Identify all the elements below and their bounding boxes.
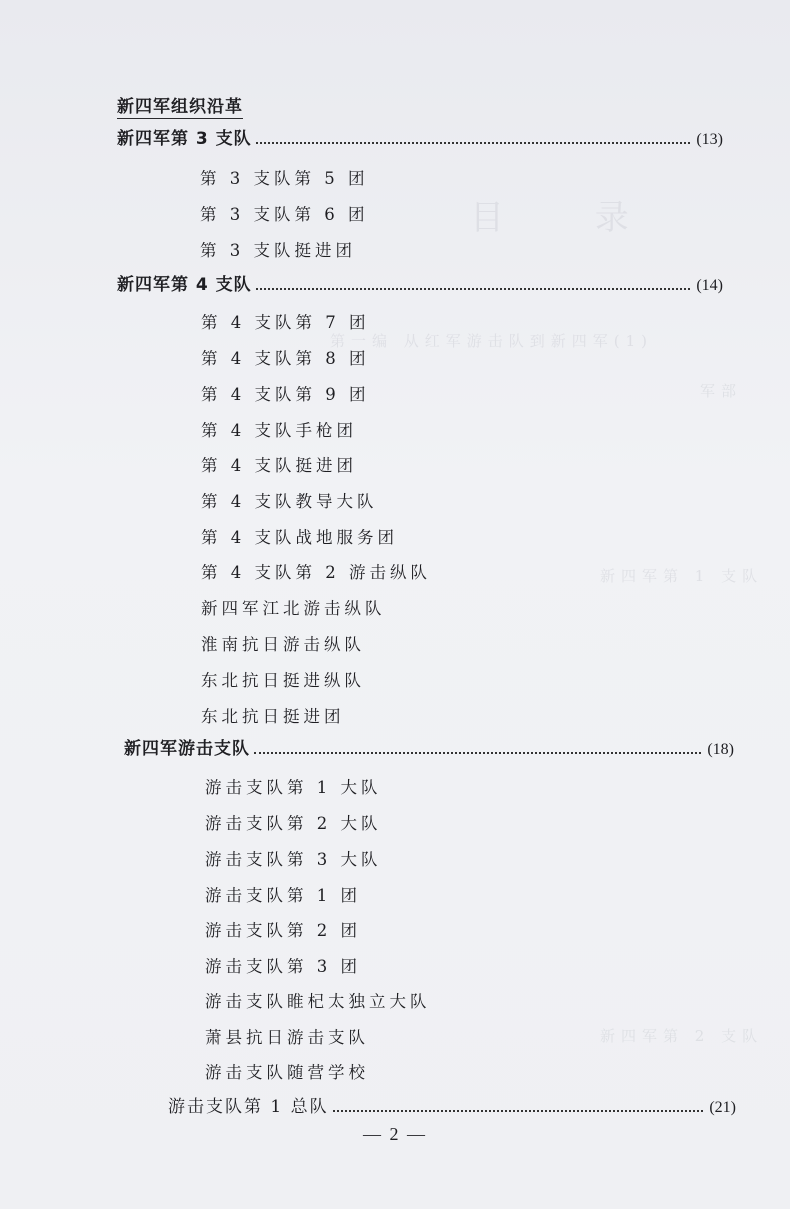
show-through-heading: 目 录 [470, 198, 669, 238]
toc-entry-4th-detachment[interactable] [117, 270, 723, 295]
sub-entry: 第 4 支队第 9 团 [201, 385, 370, 404]
toc-entry-title: 新四军第 4 支队 [117, 275, 252, 295]
leader-dots [256, 142, 691, 144]
sub-entry: 新四军江北游击纵队 [201, 599, 386, 618]
sub-entry: 东北抗日挺进团 [201, 707, 345, 726]
toc-entry-title: 新四军游击支队 [124, 739, 250, 759]
sub-entry: 第 4 支队手枪团 [201, 421, 357, 440]
sub-entry: 游击支队第 1 大队 [205, 778, 382, 797]
page-number: (21) [709, 1099, 736, 1116]
sub-entry: 第 3 支队第 5 团 [200, 169, 369, 188]
section-title: 新四军组织沿革 [117, 92, 243, 119]
sub-entry: 第 4 支队教导大队 [201, 492, 378, 511]
sub-entry: 游击支队随营学校 [205, 1063, 369, 1082]
show-through-line: 第一编 从红军游击队到新四军(1) [330, 332, 654, 350]
sub-entry: 第 4 支队挺进团 [201, 456, 357, 475]
sub-entry: 游击支队第 2 团 [205, 921, 361, 940]
sub-entry: 淮南抗日游击纵队 [201, 635, 365, 654]
sub-entry: 游击支队第 3 大队 [205, 850, 382, 869]
sub-entry: 游击支队第 3 团 [205, 957, 361, 976]
show-through-line: 新四军第 1 支队 [600, 567, 764, 585]
toc-entry-3rd-detachment[interactable] [117, 124, 723, 149]
toc-entry-title: 新四军第 3 支队 [117, 129, 252, 149]
sub-entry: 第 3 支队挺进团 [200, 241, 356, 260]
show-through-text [330, 180, 790, 1080]
sub-entry: 第 4 支队第 2 游击纵队 [201, 563, 431, 582]
sub-entry: 第 4 支队战地服务团 [201, 528, 398, 547]
show-through-line: 新四军第 2 支队 [600, 1027, 764, 1045]
sub-entry: 第 4 支队第 8 团 [201, 349, 370, 368]
page-number: (13) [696, 131, 723, 148]
toc-entry-title: 游击支队第 1 总队 [168, 1097, 329, 1117]
sub-entry: 第 4 支队第 7 团 [201, 313, 370, 332]
leader-dots [256, 288, 691, 290]
toc-entry-1st-general-brigade[interactable] [168, 1092, 736, 1117]
sub-entry: 萧县抗日游击支队 [205, 1028, 369, 1047]
sub-entry: 游击支队睢杞太独立大队 [205, 992, 431, 1011]
page-number: (14) [696, 277, 723, 294]
leader-dots [254, 752, 701, 754]
page-number: (18) [707, 741, 734, 758]
show-through-line: 军部 [700, 382, 743, 400]
sub-entry: 游击支队第 2 大队 [205, 814, 382, 833]
sub-entry: 游击支队第 1 团 [205, 886, 361, 905]
sub-entry: 东北抗日挺进纵队 [201, 671, 365, 690]
page-footer-number: — 2 — [363, 1124, 427, 1144]
leader-dots [333, 1110, 704, 1112]
sub-entry: 第 3 支队第 6 团 [200, 205, 369, 224]
toc-entry-guerrilla-detachment[interactable] [124, 734, 734, 759]
